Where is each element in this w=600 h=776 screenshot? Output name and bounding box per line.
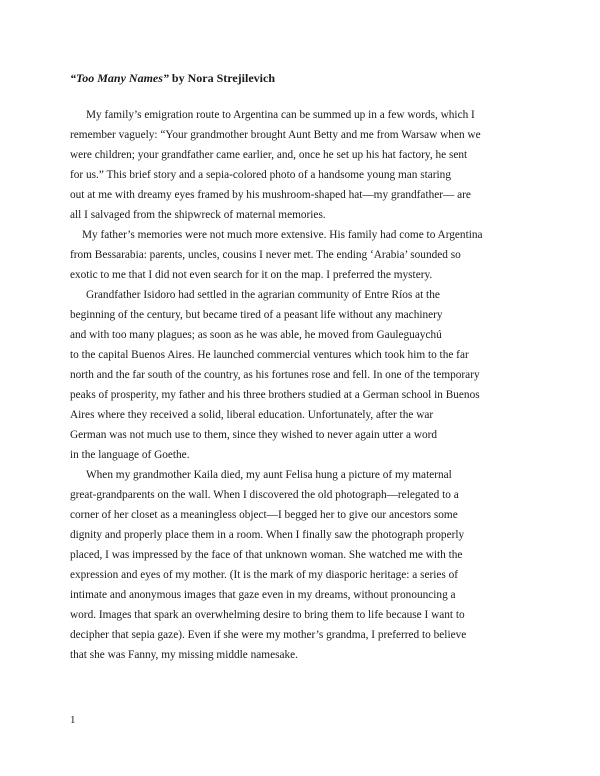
text-line: for us.” This brief story and a sepia-colored photo of a handsome young man staring: [70, 169, 451, 181]
text-line: that she was Fanny, my missing middle namesake.: [70, 649, 298, 661]
text-line: peaks of prosperity, my father and his three brothers studied at a German school in Buenos: [70, 389, 480, 401]
text-line: to the capital Buenos Aires. He launched commercial ventures which took him to the far: [70, 349, 469, 361]
text-line: great-grandparents on the wall. When I discovered the old photograph—relegated to a: [70, 489, 459, 501]
text-line: word. Images that spark an overwhelming desire to bring them to life because I want to: [70, 609, 465, 621]
text-line: in the language of Goethe.: [70, 449, 190, 461]
text-line: My father’s memories were not much more extensive. His family had come to Argentina: [82, 229, 483, 241]
text-line: beginning of the century, but became tired of a peasant life without any machinery: [70, 309, 443, 321]
document-title: [70, 71, 275, 86]
text-line: north and the far south of the country, as his fortunes rose and fell. In one of the temporary: [70, 369, 480, 381]
text-line: placed, I was impressed by the face of that unknown woman. She watched me with the: [70, 549, 463, 561]
text-line: out at me with dreamy eyes framed by his mushroom-shaped hat—my grandfather— are: [70, 189, 471, 201]
text-line: My family’s emigration route to Argentina can be summed up in a few words, which I: [86, 109, 475, 121]
text-line: decipher that sepia gaze). Even if she were my mother’s grandma, I preferred to believe: [70, 629, 467, 641]
text-line: expression and eyes of my mother. (It is the mark of my diasporic heritage: a series of: [70, 569, 459, 581]
text-line: German was not much use to them, since they wished to never again utter a word: [70, 429, 438, 441]
text-line: intimate and anonymous images that gaze even in my dreams, without pronouncing a: [70, 589, 456, 601]
text-line: corner of her closet as a meaningless object—I begged her to give our ancestors some: [70, 509, 458, 521]
title-work-name: “Too Many Names”: [70, 71, 169, 85]
text-line: were children; your grandfather came earlier, and, once he set up his hat factory, he sent: [70, 149, 468, 161]
text-line: remember vaguely: “Your grandmother brought Aunt Betty and me from Warsaw when we: [70, 129, 481, 141]
text-line: Grandfather Isidoro had settled in the agrarian community of Entre Ríos at the: [86, 289, 440, 301]
page-number: 1: [70, 714, 76, 726]
text-line: and with too many plagues; as soon as he was able, he moved from Gauleguaychú: [70, 329, 442, 341]
document-body: [70, 105, 540, 665]
text-line: exotic to me that I did not even search for it on the map. I preferred the mystery.: [70, 269, 433, 281]
title-author: by Nora Strejilevich: [168, 71, 276, 85]
text-line: dignity and properly place them in a room. When I finally saw the photograph properly: [70, 529, 465, 541]
text-line: Aires where they received a solid, liberal education. Unfortunately, after the war: [70, 409, 434, 421]
text-line: When my grandmother Kaila died, my aunt Felisa hung a picture of my maternal: [86, 469, 452, 481]
text-line: from Bessarabia: parents, uncles, cousins I never met. The ending ‘Arabia’ sounded so: [70, 249, 461, 261]
text-line: all I salvaged from the shipwreck of maternal memories.: [70, 209, 326, 221]
